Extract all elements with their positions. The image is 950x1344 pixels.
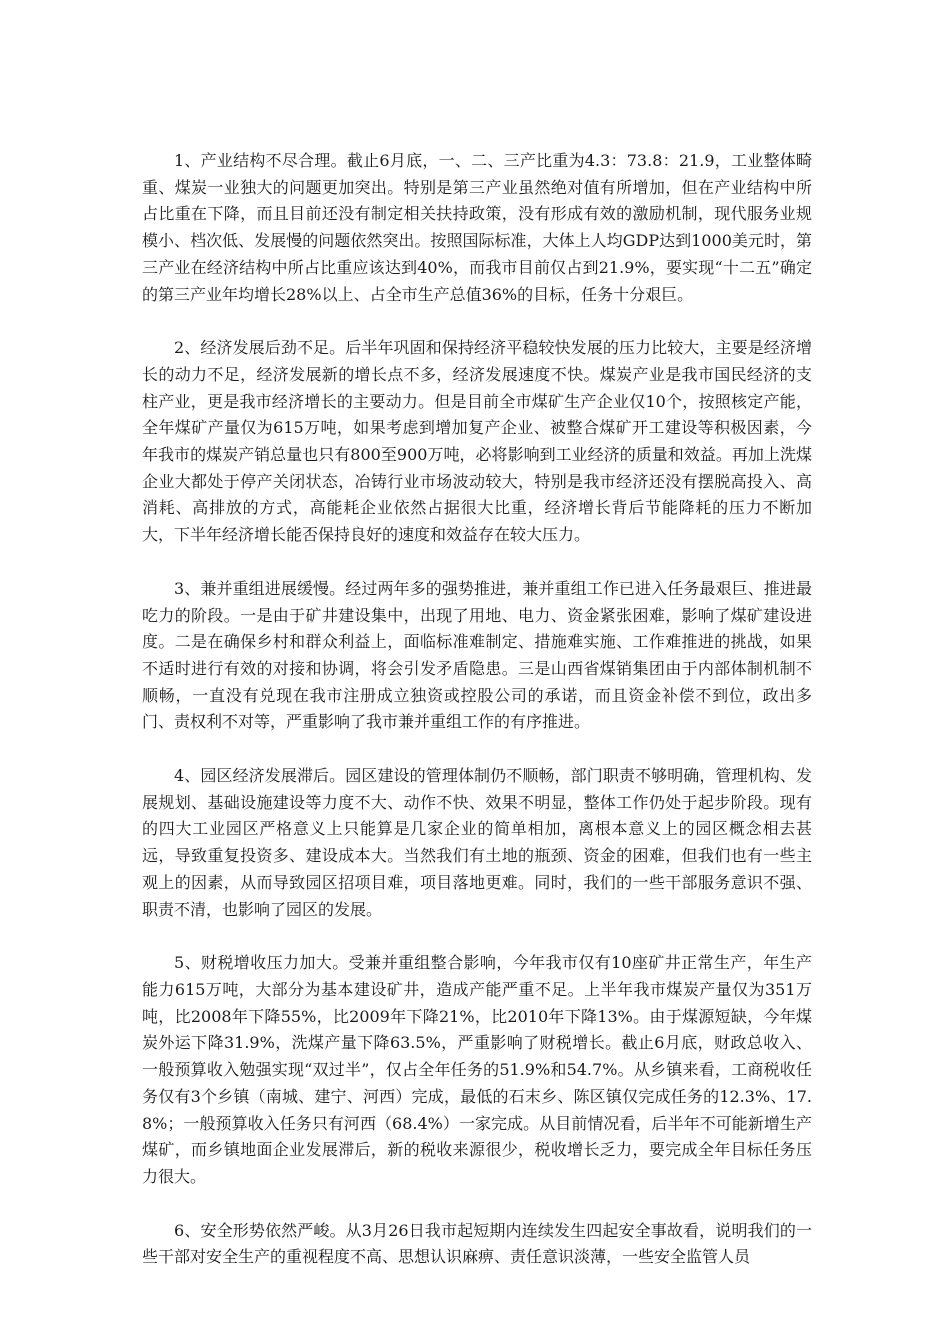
paragraph-safety-situation: 6、安全形势依然严峻。从3月26日我市起短期内连续发生四起安全事故看，说明我们的一些干部对安全生产的重视程度不高、思想认识麻痹、责任意识淡薄，一些安全监管人员 xyxy=(142,1220,812,1267)
paragraph-growth-momentum: 2、经济发展后劲不足。后半年巩固和保持经济平稳较快发展的压力比较大，主要是经济增长的动力不足，经济发展新的增长点不多，经济发展速度不快。煤炭产业是我市国民经济的支柱产业，更是我市经济增长的主要动力。但是目前全市煤矿生产企业仅10个，按照核定产能，全年煤矿产量仅为615万吨，如果考虑到增加复产企业、被整合煤矿开工建设等积极因素，今年我市的煤炭产销总量也只有800至900万吨，必将影响到工业经济的质量和效益。再加上洗煤企业大都处于停产关闭状态，冶铸行业市场波动较大，特别是我市经济还没有摆脱高投入、高消耗、高排放的方式，高能耗企业依然占据很大比重，经济增长背后节能降耗的压力不断加大，下半年经济增长能否保持良好的速度和效益存在较大压力。 xyxy=(142,338,812,545)
paragraph-fiscal-revenue: 5、财税增收压力加大。受兼并重组整合影响，今年我市仅有10座矿井正常生产，年生产能力615万吨，大部分为基本建设矿井，造成产能严重不足。上半年我市煤炭产量仅为351万吨，比2008年下降55%，比2009年下降21%，比2010年下降13%。由于煤源短缺，今年煤炭外运下降31.9%，洗煤产量下降63.5%，严重影响了财税增长。截止6月底，财政总收入、一般预算收入勉强实现“双过半”，仅占全年任务的51.9%和54.7%。从乡镇来看，工商税收任务仅有3个乡镇（南城、建宁、河西）完成，最低的石末乡、陈区镇仅完成任务的12.3%、17.8%；一般预算收入任务只有河西（68.4%）一家完成。从目前情况看，后半年不可能新增生产煤矿，而乡镇地面企业发展滞后，新的税收来源很少，税收增长乏力，要完成全年目标任务压力很大。 xyxy=(142,953,812,1186)
paragraph-industrial-parks: 4、园区经济发展滞后。园区建设的管理体制仍不顺畅，部门职责不够明确，管理机构、发展规划、基础设施建设等力度不大、动作不快、效果不明显，整体工作仍处于起步阶段。现有的四大工业园区严格意义上只能算是几家企业的简单相加，离根本意义上的园区概念相去甚远，导致重复投资多、建设成本大。当然我们有土地的瓶颈、资金的困难，但我们也有一些主观上的因素，从而导致园区招项目难，项目落地更难。同时，我们的一些干部服务意识不强、职责不清，也影响了园区的发展。 xyxy=(142,766,812,919)
document-body xyxy=(142,148,812,1298)
paragraph-industrial-structure: 1、产业结构不尽合理。截止6月底，一、二、三产比重为4.3：73.8：21.9，工业整体畸重、煤炭一业独大的问题更加突出。特别是第三产业虽然绝对值有所增加，但在产业结构中所占比重在下降，而且目前还没有制定相关扶持政策，没有形成有效的激励机制，现代服务业规模小、档次低、发展慢的问题依然突出。按照国际标准，大体上人均GDP达到1000美元时，第三产业在经济结构中所占比重应该达到40%，而我市目前仅占到21.9%，要实现“十二五”确定的第三产业年均增长28%以上、占全市生产总值36%的目标，任务十分艰巨。 xyxy=(142,151,812,304)
paragraph-merger-reorganization: 3、兼并重组进展缓慢。经过两年多的强势推进，兼并重组工作已进入任务最艰巨、推进最吃力的阶段。一是由于矿井建设集中，出现了用地、电力、资金紧张困难，影响了煤矿建设进度。二是在确保乡村和群众利益上，面临标准难制定、措施难实施、工作难推进的挑战，如果不适时进行有效的对接和协调，将会引发矛盾隐患。三是山西省煤销集团由于内部体制机制不顺畅，一直没有兑现在我市注册成立独资或控股公司的承诺，而且资金补偿不到位，政出多门、责权利不对等，严重影响了我市兼并重组工作的有序推进。 xyxy=(142,578,812,732)
